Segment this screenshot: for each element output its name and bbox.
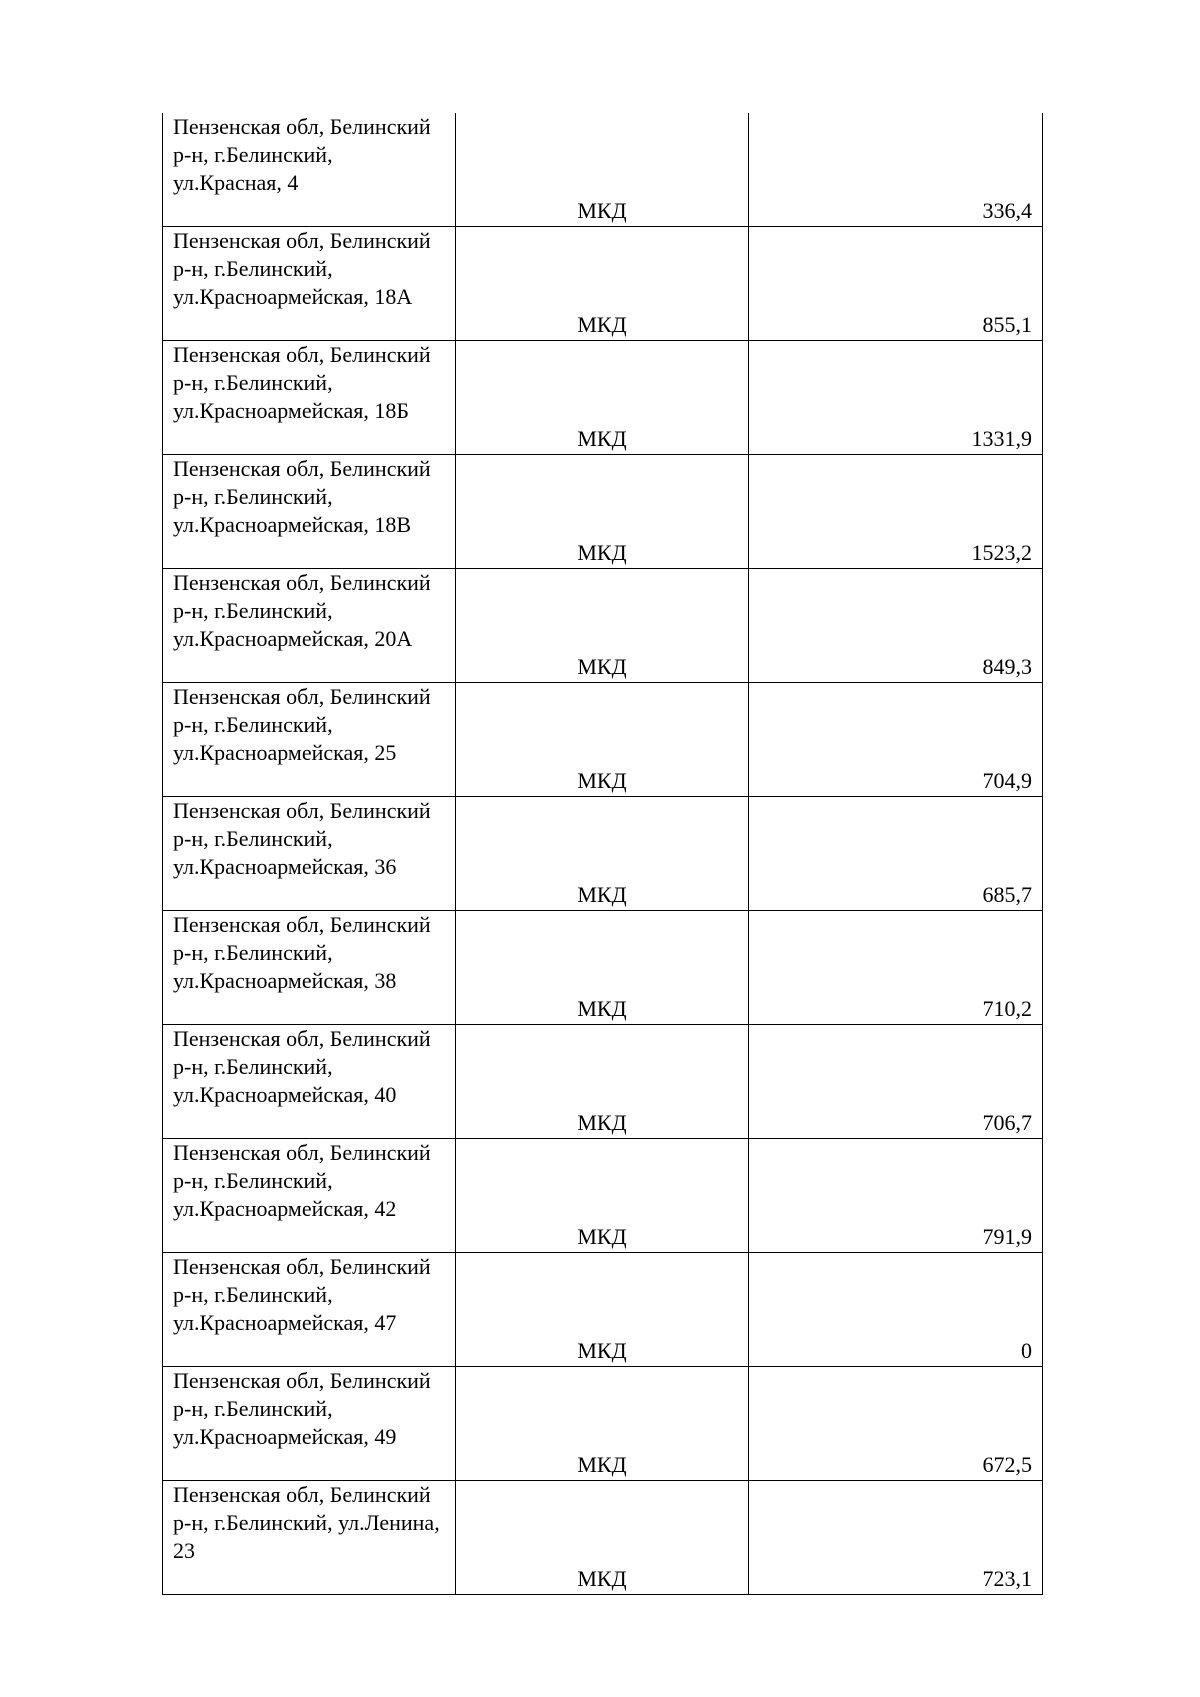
type-cell: МКД — [456, 683, 749, 797]
area-cell: 706,7 — [749, 1025, 1043, 1139]
area-cell: 336,4 — [749, 113, 1043, 227]
address-cell — [163, 1139, 456, 1253]
table-row — [163, 113, 1043, 227]
type-cell: МКД — [456, 227, 749, 341]
address-cell — [163, 911, 456, 1025]
address-text: Пензенская обл, Белинский р-н, г.Белинский, ул.Красноармейская, 49 — [173, 1368, 431, 1449]
type-cell: МКД — [456, 1139, 749, 1253]
area-cell: 0 — [749, 1253, 1043, 1367]
type-cell: МКД — [456, 341, 749, 455]
address-cell — [163, 227, 456, 341]
type-cell: МКД — [456, 797, 749, 911]
table-row — [163, 341, 1043, 455]
type-cell: МКД — [456, 911, 749, 1025]
address-cell — [163, 455, 456, 569]
area-cell: 710,2 — [749, 911, 1043, 1025]
address-cell — [163, 1367, 456, 1481]
table-row — [163, 683, 1043, 797]
area-cell: 723,1 — [749, 1481, 1043, 1595]
area-cell: 685,7 — [749, 797, 1043, 911]
address-cell — [163, 341, 456, 455]
area-cell: 704,9 — [749, 683, 1043, 797]
address-text: Пензенская обл, Белинский р-н, г.Белинский, ул.Ленина, 23 — [173, 1482, 440, 1563]
address-cell — [163, 113, 456, 227]
table-row — [163, 1481, 1043, 1595]
address-cell — [163, 569, 456, 683]
area-cell: 1523,2 — [749, 455, 1043, 569]
type-cell: МКД — [456, 113, 749, 227]
table-row — [163, 569, 1043, 683]
type-cell: МКД — [456, 1025, 749, 1139]
address-cell — [163, 1253, 456, 1367]
area-cell: 855,1 — [749, 227, 1043, 341]
type-cell: МКД — [456, 1253, 749, 1367]
address-text: Пензенская обл, Белинский р-н, г.Белинский, ул.Красноармейская, 18В — [173, 456, 431, 537]
type-cell: МКД — [456, 569, 749, 683]
area-cell: 849,3 — [749, 569, 1043, 683]
building-registry-table — [162, 113, 1043, 1595]
address-text: Пензенская обл, Белинский р-н, г.Белинский, ул.Красноармейская, 18А — [173, 228, 431, 309]
table-row — [163, 455, 1043, 569]
area-cell: 1331,9 — [749, 341, 1043, 455]
address-text: Пензенская обл, Белинский р-н, г.Белинский, ул.Красноармейская, 25 — [173, 684, 431, 765]
table-row — [163, 1253, 1043, 1367]
address-text: Пензенская обл, Белинский р-н, г.Белинский, ул.Красная, 4 — [173, 114, 431, 195]
table-row — [163, 227, 1043, 341]
address-text: Пензенская обл, Белинский р-н, г.Белинский, ул.Красноармейская, 40 — [173, 1026, 431, 1107]
address-text: Пензенская обл, Белинский р-н, г.Белинский, ул.Красноармейская, 18Б — [173, 342, 431, 423]
table-body — [163, 113, 1043, 1595]
address-text: Пензенская обл, Белинский р-н, г.Белинский, ул.Красноармейская, 38 — [173, 912, 431, 993]
address-text: Пензенская обл, Белинский р-н, г.Белинский, ул.Красноармейская, 36 — [173, 798, 431, 879]
address-cell — [163, 1025, 456, 1139]
table-row — [163, 911, 1043, 1025]
type-cell: МКД — [456, 455, 749, 569]
address-cell — [163, 1481, 456, 1595]
address-cell — [163, 683, 456, 797]
table-row — [163, 1139, 1043, 1253]
address-text: Пензенская обл, Белинский р-н, г.Белинский, ул.Красноармейская, 47 — [173, 1254, 431, 1335]
table-row — [163, 1367, 1043, 1481]
area-cell: 791,9 — [749, 1139, 1043, 1253]
type-cell: МКД — [456, 1367, 749, 1481]
type-cell: МКД — [456, 1481, 749, 1595]
table-row — [163, 1025, 1043, 1139]
address-cell — [163, 797, 456, 911]
address-text: Пензенская обл, Белинский р-н, г.Белинский, ул.Красноармейская, 42 — [173, 1140, 431, 1221]
table-row — [163, 797, 1043, 911]
area-cell: 672,5 — [749, 1367, 1043, 1481]
address-text: Пензенская обл, Белинский р-н, г.Белинский, ул.Красноармейская, 20А — [173, 570, 431, 651]
